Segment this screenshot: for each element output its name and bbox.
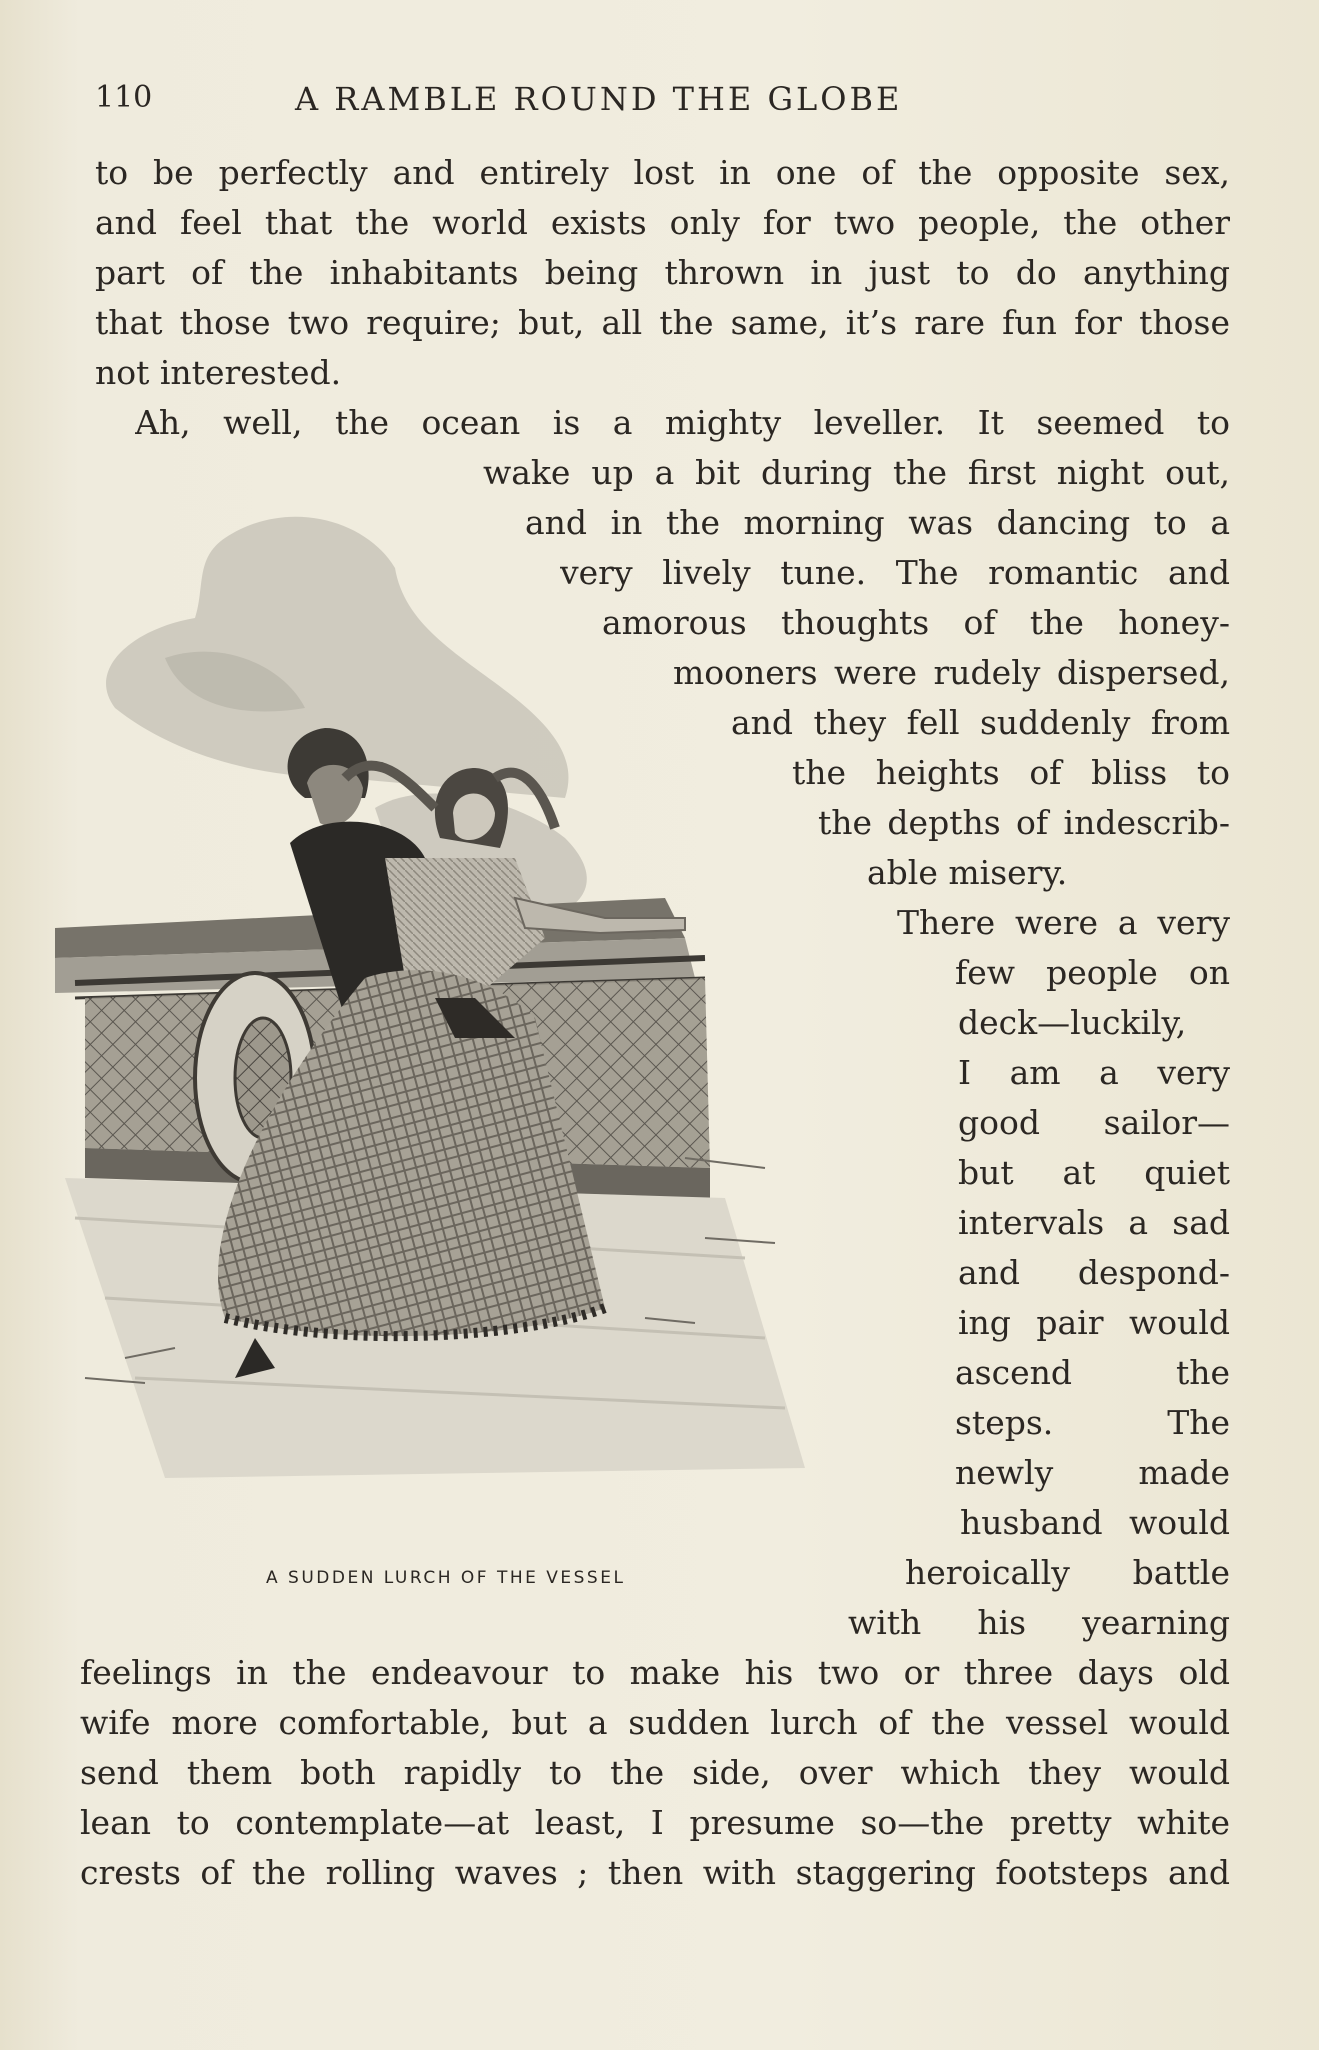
text-line: wife more comfortable, but a sudden lurch of the vessel would [80, 1703, 1230, 1742]
text-line: and feel that the world exists only for two people, the other [95, 203, 1230, 242]
running-title: A RAMBLE ROUND THE GLOBE [295, 80, 903, 118]
text-line: intervals a sad [958, 1203, 1230, 1242]
text-line: not interested. [95, 353, 342, 392]
text-line: crests of the rolling waves ; then with staggering footsteps and [80, 1853, 1230, 1892]
text-line: but at quiet [958, 1153, 1230, 1192]
text-line: Ah, well, the ocean is a mighty leveller. It seemed to [135, 403, 1230, 442]
text-line: steps. The [955, 1403, 1230, 1442]
text-line: and in the morning was dancing to a [525, 503, 1230, 542]
text-line: husband would [960, 1503, 1230, 1542]
text-line: good sailor— [958, 1103, 1230, 1142]
text-line: very lively tune. The romantic and [560, 553, 1230, 592]
illustration-caption: A SUDDEN LURCH OF THE VESSEL [266, 1568, 626, 1588]
text-line: the heights of bliss to [792, 753, 1230, 792]
text-line: part of the inhabitants being thrown in just to do anything [95, 253, 1230, 292]
text-line: I am a very [958, 1053, 1230, 1092]
ship-deck-illustration [45, 478, 905, 1578]
text-line: newly made [955, 1453, 1230, 1492]
text-line: There were a very [897, 903, 1230, 942]
text-line: few people on [955, 953, 1230, 992]
text-line: and despond- [958, 1253, 1230, 1292]
text-line: amorous thoughts of the honey- [602, 603, 1230, 642]
text-line: that those two require; but, all the same, it’s rare fun for those [95, 303, 1230, 342]
text-line: able misery. [867, 853, 1068, 892]
text-line: with his yearning [848, 1603, 1230, 1642]
text-line: wake up a bit during the first night out, [483, 453, 1230, 492]
text-line: lean to contemplate—at least, I presume so—the pretty white [80, 1803, 1230, 1842]
text-line: mooners were rudely dispersed, [673, 653, 1230, 692]
text-line: send them both rapidly to the side, over which they would [80, 1753, 1230, 1792]
running-header [95, 80, 1230, 120]
text-line: the depths of indescrib- [818, 803, 1230, 842]
text-line: heroically battle [905, 1553, 1230, 1592]
text-line: to be perfectly and entirely lost in one of the opposite sex, [95, 153, 1230, 192]
text-line: deck—luckily, [958, 1003, 1187, 1042]
page-number: 110 [95, 80, 153, 115]
text-line: ascend the [955, 1353, 1230, 1392]
text-line: and they fell suddenly from [731, 703, 1230, 742]
text-line: ing pair would [958, 1303, 1230, 1342]
text-line: feelings in the endeavour to make his two or three days old [80, 1653, 1230, 1692]
